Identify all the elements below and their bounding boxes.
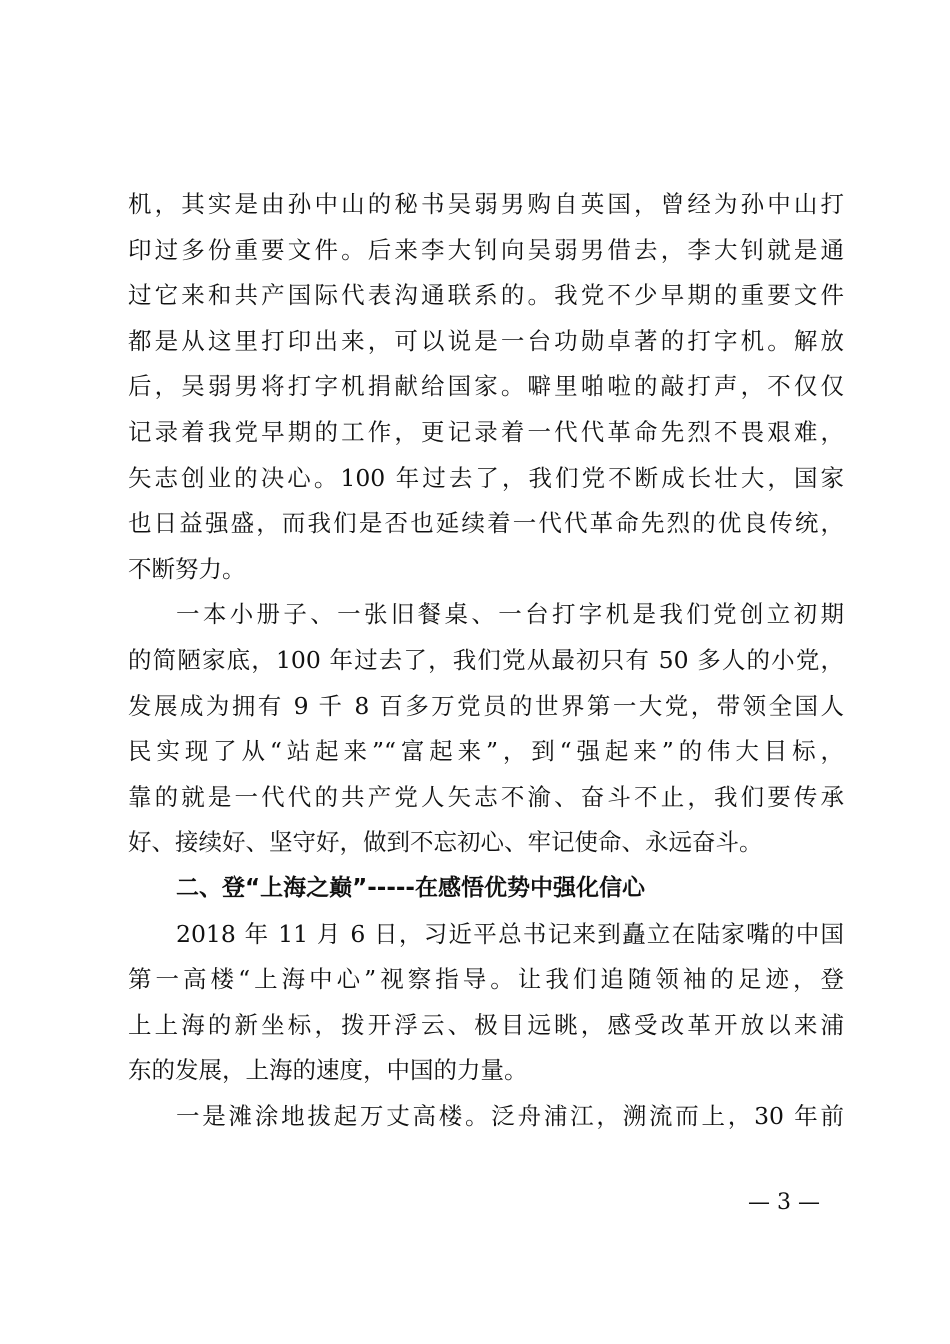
text-line: 上上海的新坐标，拨开浮云、极目远眺，感受改革开放以来浦 <box>128 1010 844 1039</box>
text-line: 民实现了从“站起来”“富起来”，到“强起来”的伟大目标， <box>128 737 844 766</box>
paragraph-typewriter-story <box>128 182 844 592</box>
text-line: 不断努力。 <box>128 554 246 583</box>
text-line: 记录着我党早期的工作，更记录着一代代革命先烈不畏艰难， <box>128 417 844 446</box>
text-line: 机，其实是由孙中山的秘书吴弱男购自英国，曾经为孙中山打 <box>128 190 844 218</box>
text-line: 靠的就是一代代的共产党人矢志不渝、奋斗不止，我们要传承 <box>128 782 844 811</box>
text-line: 也日益强盛，而我们是否也延续着一代代革命先烈的优良传统， <box>128 509 844 538</box>
text-line: 第一高楼“上海中心”视察指导。让我们追随领袖的足迹，登 <box>128 965 844 994</box>
text-line: 矢志创业的决心。100 年过去了，我们党不断成长壮大，国家 <box>128 463 844 492</box>
text-line: 一是滩涂地拔起万丈高楼。泛舟浦江，溯流而上，30 年前 <box>176 1101 844 1130</box>
text-line: 的简陋家底，100 年过去了，我们党从最初只有 50 多人的小党， <box>128 645 844 674</box>
text-line: 过它来和共产国际代表沟通联系的。我党不少早期的重要文件 <box>128 281 844 310</box>
text-line: 印过多份重要文件。后来李大钊向吴弱男借去，李大钊就是通 <box>128 235 844 264</box>
text-line: 都是从这里打印出来，可以说是一台功勋卓著的打字机。解放 <box>128 326 844 355</box>
paragraph-shanghai-center <box>128 912 844 1094</box>
section-heading: 二、登“上海之巅”-----在感悟优势中强化信心 <box>176 874 645 901</box>
text-line: 东的发展，上海的速度，中国的力量。 <box>128 1056 528 1085</box>
page-number: — 3 — <box>748 1190 820 1215</box>
paragraph-party-foundation <box>128 592 844 866</box>
text-line: 2018 年 11 月 6 日，习近平总书记来到矗立在陆家嘴的中国 <box>176 919 844 948</box>
text-line: 好、接续好、坚守好，做到不忘初心、牢记使命、永远奋斗。 <box>128 828 763 857</box>
text-line: 发展成为拥有 9 千 8 百多万党员的世界第一大党，带领全国人 <box>128 691 844 720</box>
text-line: 后，吴弱男将打字机捐献给国家。噼里啪啦的敲打声，不仅仅 <box>128 372 844 401</box>
body-text <box>128 182 844 1139</box>
paragraph-tidal-flat <box>128 1094 844 1140</box>
text-line: 一本小册子、一张旧餐桌、一台打字机是我们党创立初期 <box>176 600 844 629</box>
